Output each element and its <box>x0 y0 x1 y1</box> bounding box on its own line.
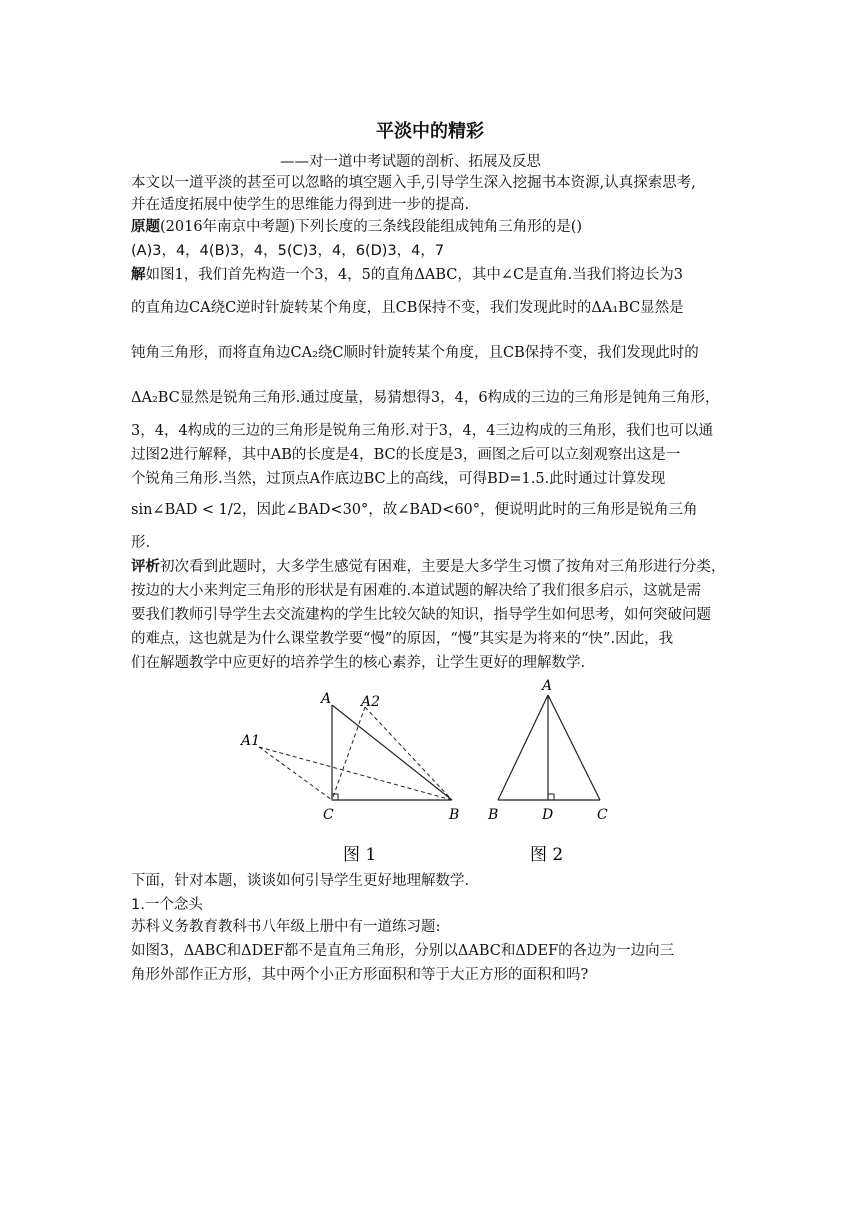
after-line: 角形外部作正方形，其中两个小正方形面积和等于大正方形的面积和吗? <box>131 967 589 983</box>
solution-line: 的直角边CA绕C逆时针旋转某个角度，且CB保持不变，我们发现此时的ΔA₁BC显然是 <box>131 300 684 316</box>
label-D: D <box>542 807 554 823</box>
problem-label: 原题 <box>131 218 160 235</box>
comment-line: 按边的大小来判定三角形的形状是有困难的.本道试题的解决给了我们很多启示，这就是需 <box>131 583 702 599</box>
figure-2 <box>480 675 630 870</box>
label-A2: A2 <box>361 694 381 710</box>
solution-line: 3，4，4构成的三边的三角形是锐角三角形.对于3，4，4三边构成的三角形，我们也可以通 <box>131 423 713 439</box>
comment-label: 评析 <box>131 558 160 575</box>
label-A: A <box>321 691 332 707</box>
doc-subtitle: ——对一道中考试题的剖析、拓展及反思 <box>280 154 541 170</box>
label-A1: A1 <box>241 733 261 749</box>
right-angle-mark <box>548 794 554 800</box>
problem-line <box>131 216 731 238</box>
solution-line: 解如图1，我们首先构造一个3，4，5的直角ΔABC，其中∠C是直角.当我们将边长为3 <box>131 266 683 283</box>
comment-line: 评析初次看到此题时，大多学生感觉有困难，主要是大多学生习惯了按角对三角形进行分类， <box>131 558 726 575</box>
segment-AB <box>498 695 548 800</box>
figure-1-caption: 图 1 <box>343 845 377 865</box>
solution-line: ΔA₂BC显然是锐角三角形.通过度量，易猜想得3，4，6构成的三边的三角形是钝角三角形， <box>131 390 720 406</box>
problem-options: (A)3，4，4(B)3，4，5(C)3，4，6(D)3，4，7 <box>131 243 445 259</box>
label-A: A <box>542 678 553 694</box>
intro-line: 本文以一道平淡的甚至可以忽略的填空题入手,引导学生深入挖掘书本资源,认真探索思考, <box>131 175 696 191</box>
label-C: C <box>323 807 334 823</box>
solution-line: sin∠BAD < 1/2，因此∠BAD<30°，故∠BAD<60°，便说明此时的三角形是锐角三角 <box>131 502 698 518</box>
comment-line: 们在解题教学中应更好的培养学生的核心素养，让学生更好的理解数学. <box>131 655 586 671</box>
solution-line: 个锐角三角形.当然，过顶点A作底边BC上的高线，可得BD=1.5.此时通过计算发现 <box>131 471 666 487</box>
comment-line: 的难点，这也就是为什么课堂教学要“慢”的原因，“慢”其实是为将来的“快”.因此，我 <box>131 631 674 647</box>
comment-line: 要我们教师引导学生去交流建构的学生比较欠缺的知识，指导学生如何思考，如何突破问题 <box>131 607 711 623</box>
section-heading: 1.一个念头 <box>131 897 203 913</box>
solution-line: 过图2进行解释，其中AB的长度是4，BC的长度是3，画图之后可以立刻观察出这是一 <box>131 447 681 463</box>
label-C: C <box>597 807 608 823</box>
segment-AC <box>548 695 600 800</box>
doc-title: 平淡中的精彩 <box>376 121 484 142</box>
after-line: 下面，针对本题，谈谈如何引导学生更好地理解数学. <box>131 873 470 889</box>
intro-line: 并在适度拓展中使学生的思维能力得到进一步的提高. <box>131 197 470 213</box>
solution-line: 形. <box>131 535 151 551</box>
problem-text: (2016年南京中考题)下列长度的三条线段能组成钝角三角形的是() <box>160 219 583 235</box>
segment-AB <box>332 705 452 800</box>
figure-1 <box>225 675 485 870</box>
label-B: B <box>449 807 460 823</box>
figure-2-caption: 图 2 <box>530 845 564 865</box>
after-line: 苏科义务教育教科书八年级上册中有一道练习题: <box>131 919 441 935</box>
right-angle-mark <box>332 794 338 800</box>
solution-label: 解 <box>131 266 146 283</box>
solution-line: 钝角三角形，而将直角边CA₂绕C顺时针旋转某个角度，且CB保持不变，我们发现此时的 <box>131 345 699 361</box>
label-B: B <box>488 807 499 823</box>
after-line: 如图3，ΔABC和ΔDEF都不是直角三角形，分别以ΔABC和ΔDEF的各边为一边向三 <box>131 943 675 959</box>
